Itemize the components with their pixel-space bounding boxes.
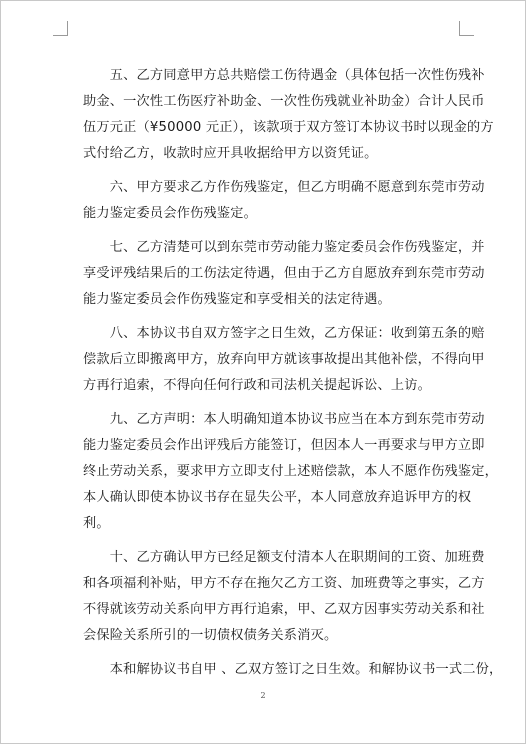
page-number: 2 — [260, 691, 266, 700]
text-line: 能力鉴定委员会作伤残鉴定。 — [83, 206, 258, 221]
text-line: 能力鉴定委员会作出评残后方能签订，但因本人一再要求与甲方立即 — [83, 438, 485, 453]
paragraph-5 — [83, 63, 494, 167]
text-line: 方再行追索，不得向任何行政和司法机关提起诉讼、上访。 — [83, 378, 432, 393]
text-line: 本人确认即使本协议书存在显失公平，本人同意放弃追诉甲方的权 — [83, 490, 472, 505]
paragraph-6 — [83, 175, 485, 227]
text-line: 偿款后立即搬离甲方，放弃向甲方就该事故提出其他补偿，不得向甲 — [83, 352, 485, 367]
text-line: 式付给乙方，收款时应开具收据给甲方以资凭证。 — [83, 146, 378, 161]
document-body — [83, 63, 503, 683]
paragraph-10 — [83, 545, 485, 649]
text-line: 八、本协议书自双方签字之日生效，乙方保证：收到第五条的赔 — [83, 326, 485, 341]
text-line: 能力鉴定委员会作伤残鉴定和享受相关的法定待遇。 — [83, 292, 391, 307]
text-line: 本和解协议书自甲 、乙双方签订之日生效。和解协议书一式二份， — [83, 662, 503, 677]
text-line: 会保险关系所引的一切债权债务关系消灭。 — [83, 628, 338, 643]
text-line: 七、乙方清楚可以到东莞市劳动能力鉴定委员会作伤残鉴定，并 — [83, 240, 485, 255]
text-line: 不得就该劳动关系向甲方再行追索，甲、乙双方因事实劳动关系和社 — [83, 602, 485, 617]
text-line: 六、甲方要求乙方作伤残鉴定，但乙方明确不愿意到东莞市劳动 — [83, 180, 485, 195]
text-line: 伍万元正（¥50000 元正），该款项于双方签订本协议书时以现金的方 — [83, 120, 494, 135]
text-line: 利。 — [83, 516, 110, 531]
text-line: 助金、一次性工伤医疗补助金、一次性伤残就业补助金）合计人民币 — [83, 94, 485, 109]
paragraph-closing — [83, 657, 503, 683]
text-line: 终止劳动关系，要求甲方立即支付上述赔偿款，本人不愿作伤残鉴定， — [83, 464, 499, 479]
paragraph-9 — [83, 407, 499, 537]
text-line: 享受评残结果后的工伤法定待遇，但由于乙方自愿放弃到东莞市劳动 — [83, 266, 485, 281]
crop-mark-top-right — [459, 21, 474, 36]
text-line: 五、乙方同意甲方总共赔偿工伤待遇金（具体包括一次性伤残补 — [83, 68, 485, 83]
text-line: 九、乙方声明：本人明确知道本协议书应当在本方到东莞市劳动 — [83, 412, 485, 427]
text-line: 和各项福利补贴，甲方不存在拖欠乙方工资、加班费等之事实，乙方 — [83, 576, 485, 591]
crop-mark-top-left — [53, 21, 68, 36]
paragraph-7 — [83, 235, 485, 313]
text-line: 十、乙方确认甲方已经足额支付清本人在职期间的工资、加班费 — [83, 550, 485, 565]
paragraph-8 — [83, 321, 485, 399]
